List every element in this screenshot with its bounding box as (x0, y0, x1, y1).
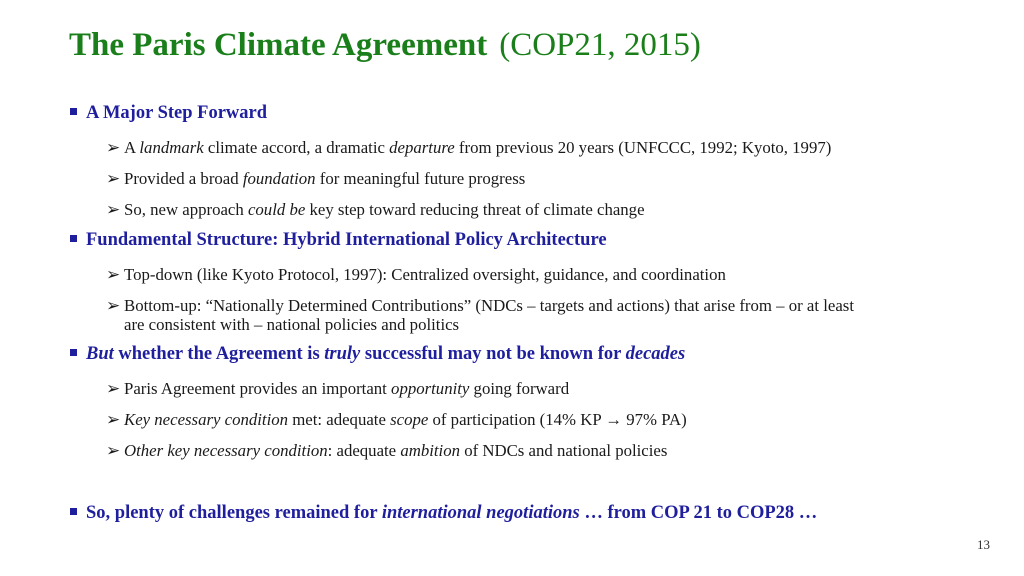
slide-title (69, 27, 701, 64)
text: whether the Agreement is (113, 344, 325, 364)
arrow-bullet-icon: ➢ (106, 200, 121, 219)
title-main: The Paris Climate Agreement (69, 27, 488, 63)
text: 97% PA) (622, 410, 687, 429)
bullet-label: Fundamental Structure: Hybrid International Policy Architecture (86, 230, 607, 250)
emphasis: international negotiations (381, 503, 580, 523)
emphasis: ambition (400, 441, 460, 460)
text: So, new approach (124, 200, 248, 219)
text: Provided a broad (124, 169, 243, 188)
text: of participation (14% KP (428, 410, 606, 429)
emphasis: Other key necessary condition (124, 441, 328, 460)
text: of NDCs and national policies (460, 441, 668, 460)
page-number: 13 (977, 537, 990, 552)
arrow-bullet-icon: ➢ (106, 138, 121, 157)
emphasis: landmark (139, 138, 204, 157)
bullet-square-icon (70, 108, 77, 115)
arrow-bullet-icon: ➢ (106, 379, 121, 398)
sub-item-opportunity (106, 379, 569, 398)
text: … from COP 21 to COP28 … (579, 503, 818, 523)
sub-item-foundation (106, 169, 525, 188)
text: from previous 20 years (UNFCCC, 1992; Kyoto, 1997) (454, 138, 832, 157)
text: going forward (469, 379, 570, 398)
emphasis: truly (324, 344, 361, 364)
sub-item-landmark (106, 138, 831, 157)
bullet-square-icon (70, 349, 77, 356)
right-arrow-icon: → (605, 410, 623, 429)
text: A (124, 138, 140, 157)
text: Top-down (like Kyoto Protocol, 1997): Centralized oversight, guidance, and coordination (124, 265, 726, 284)
text: successful may not be known for (360, 344, 626, 364)
sub-item-key-condition (106, 410, 687, 429)
sub-item-top-down (106, 265, 726, 284)
bullet-label: A Major Step Forward (86, 103, 268, 123)
bullet-major-step (70, 103, 267, 124)
emphasis: decades (625, 344, 686, 364)
emphasis: departure (389, 138, 455, 157)
text: Bottom-up: “Nationally Determined Contributions” (NDCs – targets and actions) that arise from – or at least (124, 296, 854, 315)
arrow-bullet-icon: ➢ (106, 265, 121, 284)
text: Paris Agreement provides an important (124, 379, 392, 398)
text: for meaningful future progress (315, 169, 526, 188)
title-subtitle: (COP21, 2015) (499, 27, 701, 63)
emphasis: could be (247, 200, 306, 219)
emphasis: Key necessary condition (124, 410, 289, 429)
bullet-challenges (70, 503, 817, 524)
arrow-bullet-icon: ➢ (106, 441, 121, 460)
emphasis: But (86, 344, 114, 364)
bullet-square-icon (70, 508, 77, 515)
emphasis: scope (390, 410, 429, 429)
arrow-bullet-icon: ➢ (106, 296, 121, 315)
text: key step toward reducing threat of climate change (305, 200, 645, 219)
sub-item-new-approach (106, 200, 645, 219)
text: climate accord, a dramatic (203, 138, 390, 157)
text: met: adequate (288, 410, 391, 429)
bullet-but-whether (70, 344, 685, 365)
bullet-fundamental-structure (70, 230, 607, 251)
text: : adequate (327, 441, 401, 460)
emphasis: foundation (242, 169, 316, 188)
arrow-bullet-icon: ➢ (106, 410, 121, 429)
sub-item-bottom-up (106, 296, 854, 334)
arrow-bullet-icon: ➢ (106, 169, 121, 188)
text: So, plenty of challenges remained for (86, 503, 382, 523)
sub-item-other-condition (106, 441, 667, 460)
emphasis: opportunity (391, 379, 470, 398)
bullet-square-icon (70, 235, 77, 242)
text-continuation: are consistent with – national policies and politics (124, 315, 460, 334)
